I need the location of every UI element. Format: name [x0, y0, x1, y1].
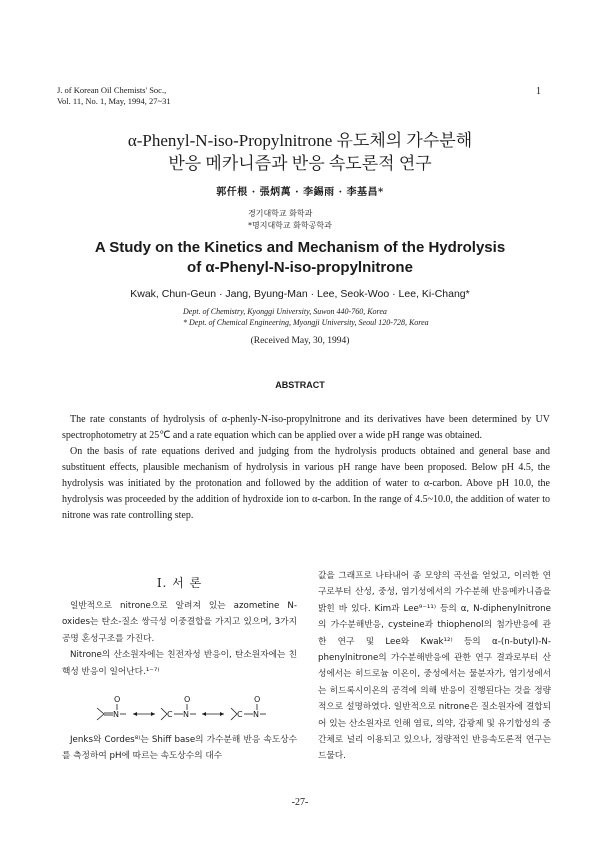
english-affiliation-1: Dept. of Chemistry, Kyonggi University, Suwon 440-760, Korea	[183, 307, 387, 316]
english-affiliation-2: * Dept. of Chemical Engineering, Myongji University, Seoul 120-728, Korea	[183, 318, 429, 327]
intro-paragraph-1: 일반적으로 nitrone으로 알려져 있는 azometine N-oxides는 탄소-질소 쌍극성 이중결합을 가지고 있으며, 3가지 공명 혼성구조를 가진다.	[62, 601, 297, 644]
intro-paragraph-3: Jenks와 Cordes⁸⁾는 Shiff base의 가수분해 반응 속도상수를 측정하여 pH에 따르는 속도상수의 대수	[62, 735, 297, 762]
nitrogen-atom-3: N	[253, 710, 259, 719]
journal-citation	[57, 85, 171, 107]
nitrone-resonance-diagram	[95, 694, 275, 734]
right-column	[318, 568, 551, 765]
carbon-atom-2: C	[167, 710, 173, 719]
oxygen-atom-1: O	[114, 695, 121, 704]
page-footer-number: -27-	[291, 797, 309, 808]
intro-paragraph-2: Nitrone의 산소원자에는 친전자성 반응이, 탄소원자에는 친핵성 반응이 일어난다.¹⁻⁷⁾	[62, 650, 297, 677]
english-affiliations	[183, 306, 429, 328]
journal-line-2: Vol. 11, No. 1, May, 1994, 27~31	[57, 96, 171, 106]
korean-affiliation-1: 경기대학교 화학과	[248, 209, 313, 218]
english-authors: Kwak, Chun-Geun · Jang, Byung-Man · Lee, Seok-Woo · Lee, Ki-Chang*	[130, 288, 470, 300]
left-column	[62, 598, 297, 765]
received-date: (Received May, 30, 1994)	[250, 336, 350, 346]
nitrogen-atom-2: N	[183, 710, 189, 719]
abstract-paragraph-2: On the basis of rate equations derived and judging from the hydrolysis products obtained and general base and substituent effects, plausible mechanism of hydrolysis in various pH range have been proposed. Below pH 4.5, the hydrolysis was initiated by the protonation and followed by the addition of water to α-carbon. Above pH 10.0, the hydrolysis was proceeded by the addition of hydroxide ion to α-carbon. In the range of 4.5~10.0, the addition of water to nitrone was rate controlling step.	[62, 446, 550, 521]
page-number: 1	[536, 86, 541, 97]
english-title-line-1: A Study on the Kinetics and Mechanism of the Hydrolysis	[94, 239, 506, 256]
bond-line	[97, 714, 104, 720]
oxygen-atom-2: O	[184, 695, 191, 704]
oxygen-atom-3: O	[254, 695, 261, 704]
carbon-atom-3: C	[237, 710, 243, 719]
abstract-heading: ABSTRACT	[275, 380, 325, 390]
english-title-line-2: of α-Phenyl-N-iso-propylnitrone	[187, 259, 413, 276]
intro-column-2-text: 값을 그래프로 나타내어 종 모양의 곡선을 얻었고, 이러한 연구로부터 산성, 중성, 염기성에서의 가수분해 반응메카니즘을 밝힌 바 있다. Kim과 Lee⁹⁻¹¹⁾ 등의 α, N-diphenylnitrone의 가수분해반응, cysteine과 thiophenol의 첨가반응에 관한 연구 및 Lee와 Kwak¹²⁾ 등의 α-(n-butyl)-N-phenylnitrone의 가수분해반응에 관한 연구 결과로부터 산성에서는 히드로늄 이온이, 중성에서는 물분자가, 염기성에서는 히드록시이온의 공격에 의해 반응이 진행된다는 것을 정량적으로 설명하였다. 일반적으로 nitrone은 질소원자에 결합되어 있는 산소원자로 인해 염료, 의약, 감광제 및 유기합성의 중간체로 널리 이용되고 있으나, 정량적인 반응속도론적 연구는 드물다.	[318, 571, 551, 762]
korean-title-line-2: 반응 메카니즘과 반응 속도론적 연구	[168, 154, 432, 173]
korean-affiliation-2: *명지대학교 화학공학과	[248, 221, 332, 230]
abstract-paragraph-1: The rate constants of hydrolysis of α-phenly-N-iso-propylnitrone and its derivatives have been determined by UV spectrophotometry at 25℃ and a rate equation which can be applied over a wide pH range was obtained.	[62, 414, 550, 441]
journal-line-1: J. of Korean Oil Chemists' Soc.,	[57, 85, 167, 95]
korean-title-line-1: α-Phenyl-N-iso-Propylnitrone 유도체의 가수분해	[127, 131, 473, 150]
nitrogen-atom-1: N	[113, 710, 119, 719]
abstract-body	[62, 412, 550, 524]
korean-authors: 郭仟根 · 張炳萬 · 李錫雨 · 李基昌*	[216, 187, 384, 198]
korean-affiliations	[248, 208, 332, 232]
bond-line	[97, 708, 104, 714]
section-heading-introduction: I. 서 론	[156, 576, 203, 590]
